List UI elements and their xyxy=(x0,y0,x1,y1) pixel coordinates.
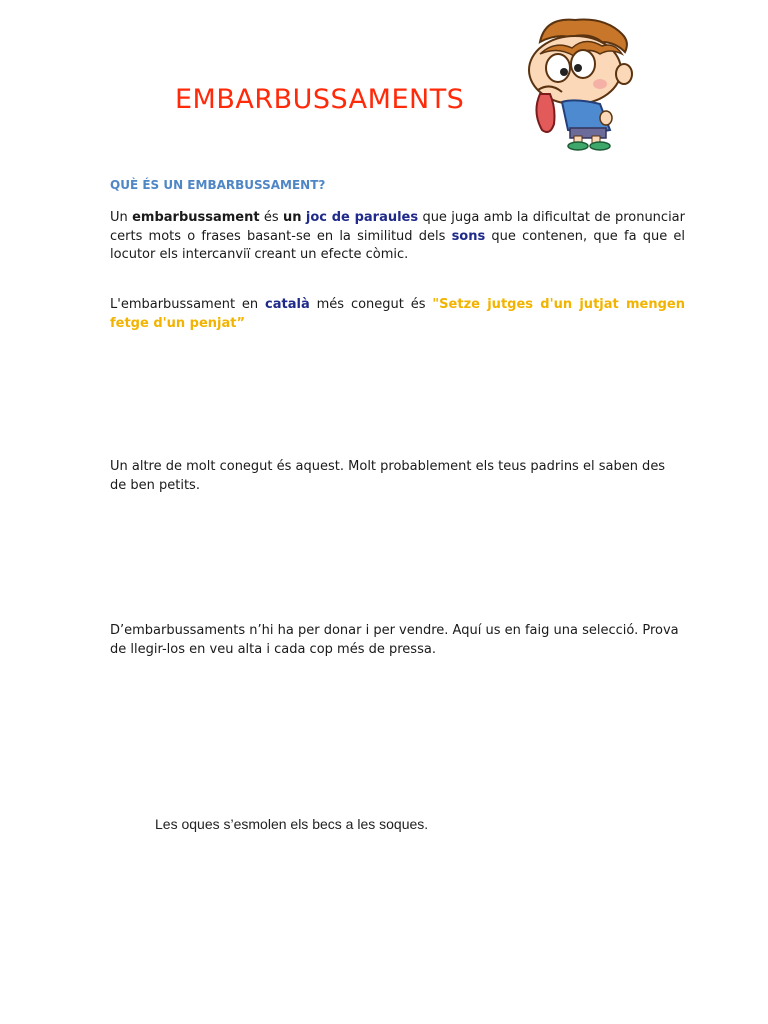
famous-tongue-twister: "Setze jutges d'un jutjat mengen fetge d'un penjat” xyxy=(110,297,685,331)
another-paragraph: Un altre de molt conegut és aquest. Molt probablement els teus padrins el saben des de ben petits. xyxy=(110,459,666,493)
term-joc-de-paraules: joc de paraules xyxy=(305,210,419,225)
example-tongue-twister: Les oques s’esmolen els becs a les soques. xyxy=(155,816,429,832)
page-title: EMBARBUSSAMENTS xyxy=(175,84,465,115)
term-catala: català xyxy=(265,297,310,312)
section-heading: QUÈ ÉS UN EMBARBUSSAMENT? xyxy=(110,178,326,192)
term-sons: sons xyxy=(451,228,486,244)
famous-paragraph: L'embarbussament en català més conegut és "Setze jutges d'un jutjat mengen fetge d'un penjat” xyxy=(110,297,685,331)
intro-paragraph: Un embarbussament és un joc de paraules que juga amb la dificultat de pronunciar certs mots o frases basant-se en la similitud dels sons que contenen, que fa que el locutor els intercanviï creant un efecte còmic. xyxy=(110,210,685,262)
selection-paragraph: D’embarbussaments n’hi ha per donar i per vendre. Aquí us en faig una selecció. Prova de llegir-los en veu alta i cada cop més de pressa. xyxy=(110,623,679,657)
cartoon-boy-tongue-out-icon xyxy=(510,12,640,152)
term-embarbussament: embarbussament xyxy=(132,210,260,225)
